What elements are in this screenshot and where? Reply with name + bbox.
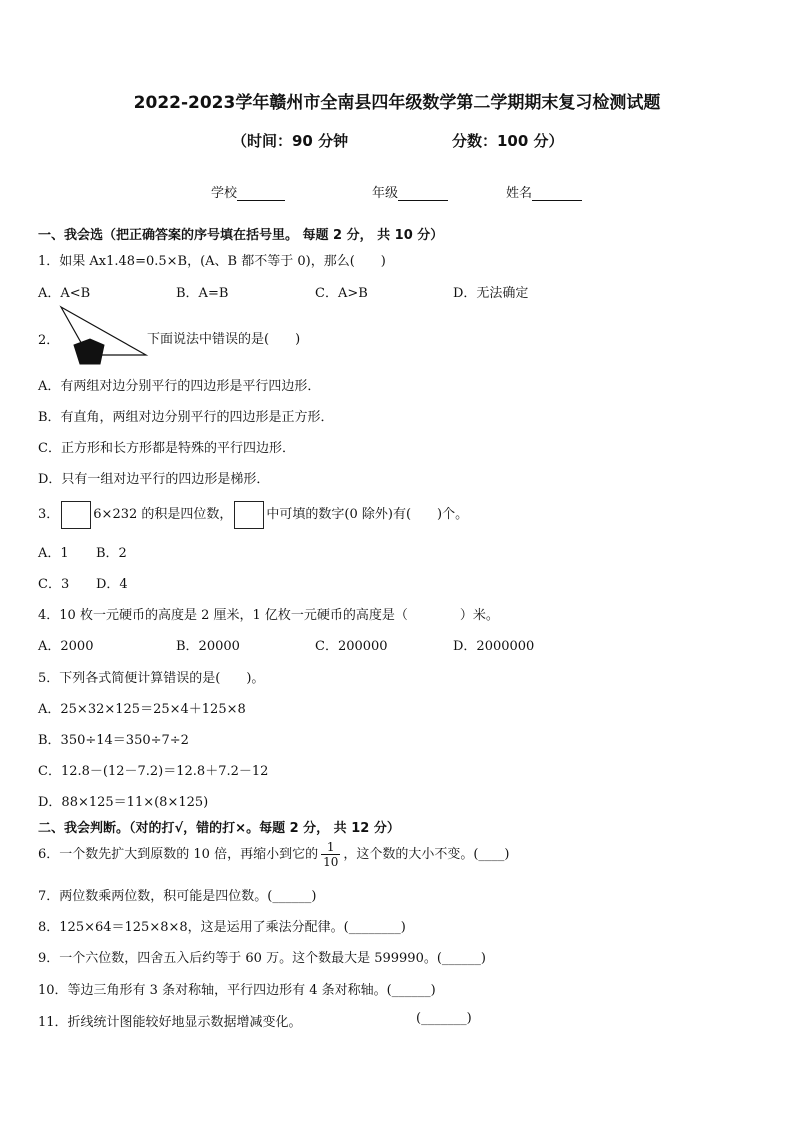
section-1-heading: 一、我会选（把正确答案的序号填在括号里。 每题 2 分， 共 10 分） (38, 228, 444, 243)
q4-option-b[interactable]: B．20000 (176, 639, 240, 654)
name-field (506, 182, 582, 201)
school-blank[interactable] (237, 186, 285, 201)
q5-option-b[interactable]: B．350÷14＝350÷7÷2 (38, 733, 189, 748)
q6-fraction-denominator: 10 (323, 855, 339, 869)
grade-label: 年级 (372, 186, 399, 201)
name-blank[interactable] (532, 186, 582, 201)
question-5: 5．下列各式简便计算错误的是( )。 (38, 671, 265, 686)
grade-field (372, 182, 448, 201)
question-2: 下面说法中错误的是( ) (147, 332, 301, 347)
q5-option-c[interactable]: C．12.8－(12－7.2)＝12.8＋7.2－12 (38, 764, 269, 779)
question-8[interactable]: 8．125×64＝125×8×8，这是运用了乘法分配律。(________) (38, 920, 406, 935)
q6-fraction (321, 840, 340, 869)
question-3 (38, 500, 468, 530)
q6-fraction-numerator: 1 (321, 840, 340, 855)
q2-option-a[interactable]: A．有两组对边分别平行的四边形是平行四边形． (38, 379, 321, 394)
question-11: 11．折线统计图能较好地显示数据增减变化。 (38, 1015, 302, 1030)
q1-option-b[interactable]: B．A=B (176, 286, 229, 301)
section-2-heading: 二、我会判断。（对的打√，错的打×。每题 2 分， 共 12 分） (38, 821, 400, 836)
q2-option-c[interactable]: C．正方形和长方形都是特殊的平行四边形． (38, 441, 295, 456)
q2-option-b[interactable]: B．有直角，两组对边分别平行的四边形是正方形． (38, 410, 334, 425)
q4-option-a[interactable]: A．2000 (38, 639, 94, 654)
school-label: 学校 (211, 186, 238, 201)
q1-option-d[interactable]: D．无法确定 (453, 286, 529, 301)
question-10[interactable]: 10．等边三角形有 3 条对称轴，平行四边形有 4 条对称轴。(______) (38, 983, 436, 998)
q3-mid-text: 6×232 的积是四位数， (93, 507, 233, 522)
page-title: 2022-2023学年赣州市全南县四年级数学第二学期期末复习检测试题 (133, 93, 661, 113)
school-field (211, 182, 285, 201)
q3-option-c[interactable]: C．3 (38, 577, 70, 592)
exam-score: 分数：100 分） (452, 132, 564, 150)
q3-option-d[interactable]: D．4 (96, 577, 128, 592)
triangle-figure (58, 304, 150, 366)
q3-digit-box-2[interactable] (234, 501, 264, 529)
question-1: 1．如果 Ax1.48=0.5×B，(A、B 都不等于 0)，那么( ) (38, 254, 386, 269)
q1-option-c[interactable]: C．A>B (315, 286, 368, 301)
grade-blank[interactable] (398, 186, 448, 201)
q1-option-a[interactable]: A．A<B (38, 286, 91, 301)
q3-end-text: 中可填的数字(0 除外)有( )个。 (266, 507, 469, 522)
name-label: 姓名 (506, 186, 533, 201)
q3-option-a[interactable]: A．1 (38, 546, 69, 561)
exam-time: （时间：90 分钟 (232, 132, 349, 150)
question-9[interactable]: 9．一个六位数，四舍五入后约等于 60 万。这个数最大是 599990。(______) (38, 951, 486, 966)
q3-option-b[interactable]: B．2 (96, 546, 127, 561)
q11-answer-blank[interactable]: (_______) (416, 1011, 472, 1026)
q5-option-d[interactable]: D．88×125＝11×(8×125) (38, 795, 209, 810)
q4-option-c[interactable]: C．200000 (315, 639, 388, 654)
q3-digit-box-1[interactable] (61, 501, 91, 529)
q5-option-a[interactable]: A．25×32×125＝25×4＋125×8 (38, 702, 246, 717)
q3-number: 3． (38, 507, 60, 522)
question-2-number: 2． (38, 333, 60, 348)
q2-option-d[interactable]: D．只有一组对边平行的四边形是梯形． (38, 472, 270, 487)
question-7[interactable]: 7．两位数乘两位数，积可能是四位数。(______) (38, 889, 317, 904)
black-pentagon-shape (74, 339, 104, 364)
q6-text-before: 6．一个数先扩大到原数的 10 倍，再缩小到它的 (38, 847, 319, 862)
question-6 (38, 838, 510, 872)
q4-option-d[interactable]: D．2000000 (453, 639, 535, 654)
question-4: 4．10 枚一元硬币的高度是 2 厘米，1 亿枚一元硬币的高度是（ ）米。 (38, 608, 499, 623)
q6-text-after[interactable]: ，这个数的大小不变。(____) (343, 847, 510, 862)
